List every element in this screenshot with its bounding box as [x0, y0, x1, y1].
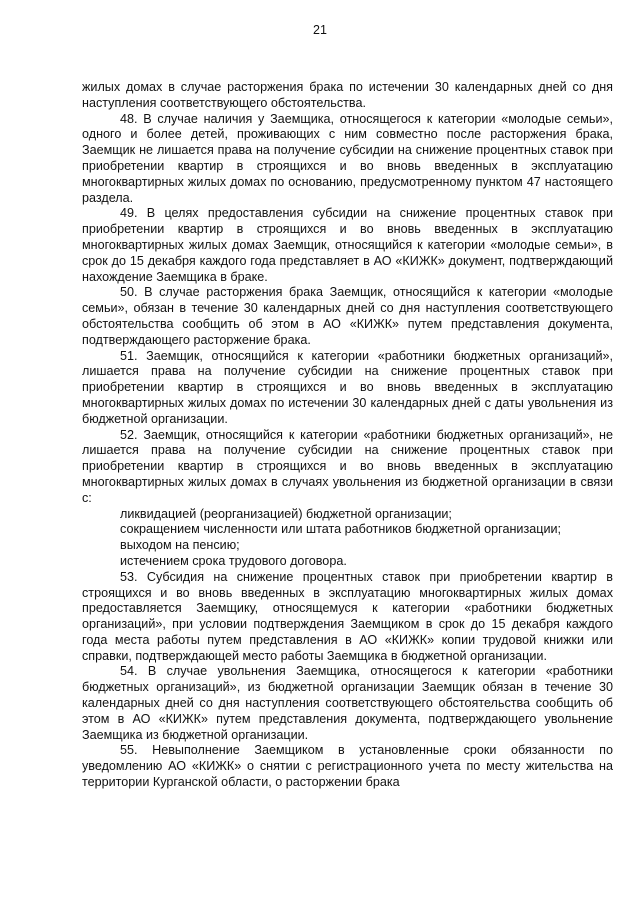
list-item: сокращением численности или штата работников бюджетной организации;	[120, 522, 562, 537]
list-item: ликвидацией (реорганизацией) бюджетной организации;	[120, 506, 452, 521]
paragraph-54: 54. В случае увольнения Заемщика, относящегося к категории «работники бюджетных организаций», из бюджетной организации Заемщик обязан в течение 30 календарных дней со дня наступления соответствующего обстоятельства сообщить об этом в АО «КИЖК» путем представления документа, подтверждающего увольнение Заемщика из бюджетной организации.	[82, 664, 613, 742]
paragraph-51: 51. Заемщик, относящийся к категории «работники бюджетных организаций», лишается права на получение субсидии на снижение процентных ставок при приобретении квартир в строящихся и во вновь введенных в эксплуатацию многоквартирных жилых домах по истечении 30 календарных дней с даты увольнения из бюджетной организации.	[82, 348, 613, 426]
paragraph-49: 49. В целях предоставления субсидии на снижение процентных ставок при приобретении квартир в строящихся и во вновь введенных в эксплуатацию многоквартирных жилых домах Заемщик, относящийся к категории «молодые семьи», в срок до 15 декабря каждого года представляет в АО «КИЖК» документ, подтверждающий нахождение Заемщика в браке.	[82, 206, 613, 284]
paragraph-55: 55. Невыполнение Заемщиком в установленные сроки обязанности по уведомлению АО «КИЖК» о снятии с регистрационного учета по месту жительства на территории Курганской области, о расторжении брака	[82, 743, 613, 790]
list-item: истечением срока трудового договора.	[120, 553, 347, 568]
paragraph-53: 53. Субсидия на снижение процентных ставок при приобретении квартир в строящихся и во вновь введенных в эксплуатацию многоквартирных жилых домах предоставляется Заемщику, относящемуся к категории «работники бюджетных организаций», при условии подтверждения Заемщиком в срок до 15 декабря каждого года места работы путем представления в АО «КИЖК» копии трудовой книжки или справки, подтверждающей место работы Заемщика в бюджетной организации.	[82, 569, 613, 663]
list-item: выходом на пенсию;	[120, 538, 240, 553]
page-number: 21	[313, 23, 327, 37]
paragraph-50: 50. В случае расторжения брака Заемщик, относящийся к категории «молодые семьи», обязан в течение 30 календарных дней со дня наступления соответствующего обстоятельства сообщить об этом в АО «КИЖК» путем представления документа, подтверждающего расторжение брака.	[82, 285, 613, 347]
paragraph-48: 48. В случае наличия у Заемщика, относящегося к категории «молодые семьи», одного и более детей, проживающих с ним совместно после расторжения брака, Заемщик не лишается права на получение субсидии на снижение процентных ставок при приобретении квартир в строящихся и во вновь введенных в эксплуатацию многоквартирных жилых домах по основанию, предусмотренному пунктом 47 настоящего раздела.	[82, 111, 613, 205]
paragraph-52: 52. Заемщик, относящийся к категории «работники бюджетных организаций», не лишается права на получение субсидии на снижение процентных ставок при приобретении квартир в строящихся и во вновь введенных в эксплуатацию многоквартирных жилых домах в случаях увольнения из бюджетной организации в связи с:	[82, 427, 613, 505]
document-body	[82, 80, 613, 791]
paragraph-continuation: жилых домах в случае расторжения брака по истечении 30 календарных дней со дня наступления соответствующего обстоятельства.	[82, 80, 613, 110]
